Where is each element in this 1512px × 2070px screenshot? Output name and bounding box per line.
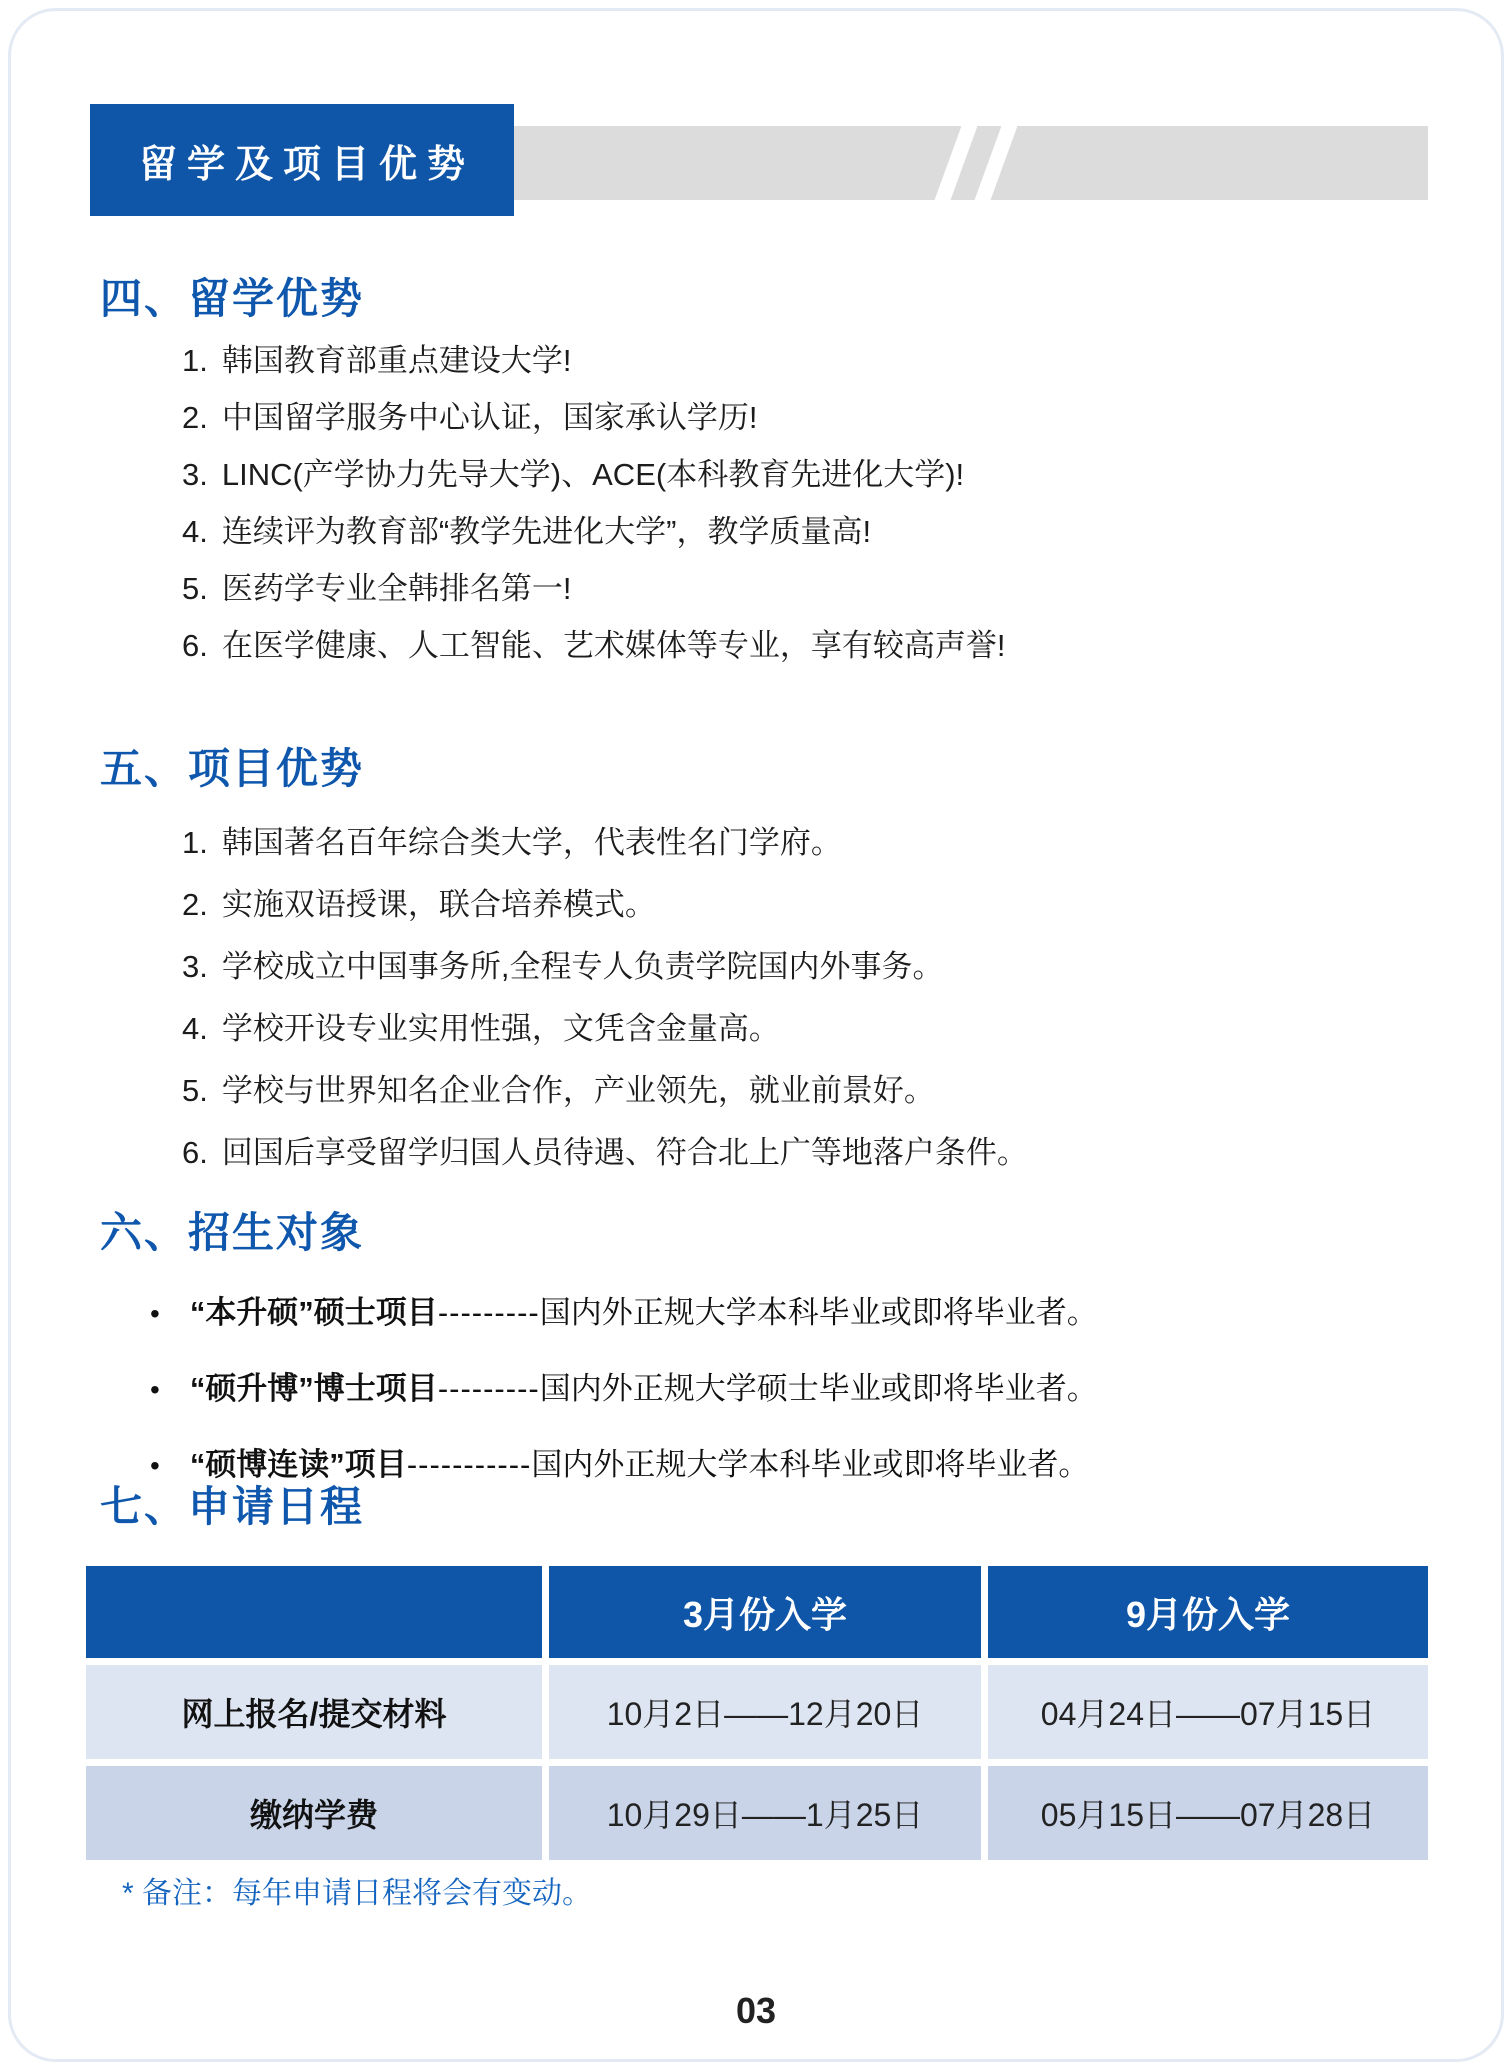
program-name: “硕升博”博士项目 (189, 1371, 438, 1406)
item-number: 4. (182, 1011, 208, 1046)
study-advantages-list (182, 342, 1005, 684)
item-number: 2. (182, 400, 208, 435)
item-number: 5. (182, 571, 208, 606)
bullet-marker: • (150, 1298, 160, 1329)
item-number: 6. (182, 628, 208, 663)
item-number: 4. (182, 514, 208, 549)
list-item (182, 627, 1005, 665)
item-number: 3. (182, 949, 208, 984)
item-text: 回国后享受留学归国人员待遇、符合北上广等地落户条件。 (221, 1135, 1028, 1170)
list-item (182, 399, 1005, 437)
section-heading-enrollment-targets: 六、招生对象 (100, 1209, 365, 1256)
program-name: “本升硕”硕士项目 (189, 1295, 438, 1330)
list-item (182, 886, 1028, 924)
requirement-text: 国内外正规大学本科毕业或即将毕业者。 (531, 1447, 1090, 1482)
list-item (182, 513, 1005, 551)
item-text: 韩国著名百年综合类大学，代表性名门学府。 (221, 825, 842, 860)
section-heading-program-advantages: 五、项目优势 (100, 745, 365, 792)
banner-title: 留学及项目优势 (90, 104, 514, 216)
requirement-text: 国内外正规大学本科毕业或即将毕业者。 (539, 1295, 1098, 1330)
section-heading-application-schedule: 七、申请日程 (100, 1483, 365, 1530)
program-advantages-list (182, 824, 1028, 1196)
requirement-text: 国内外正规大学硕士毕业或即将毕业者。 (539, 1371, 1098, 1406)
table-cell-date: 10月2日——12月20日 (549, 1665, 981, 1759)
application-schedule-table (86, 1566, 1428, 1860)
item-number: 6. (182, 1135, 208, 1170)
item-text: 中国留学服务中心认证，国家承认学历! (221, 400, 758, 435)
list-item (182, 824, 1028, 862)
item-number: 3. (182, 457, 208, 492)
list-item (182, 1134, 1028, 1172)
item-number: 1. (182, 825, 208, 860)
list-item (182, 1010, 1028, 1048)
item-text: 医药学专业全韩排名第一! (221, 571, 572, 606)
dash-leader: ----------- (406, 1447, 532, 1482)
table-cell-date: 10月29日——1月25日 (549, 1766, 981, 1860)
table-cell-date: 05月15日——07月28日 (988, 1766, 1428, 1860)
item-text: 学校与世界知名企业合作，产业领先，就业前景好。 (221, 1073, 935, 1108)
list-item (182, 1072, 1028, 1110)
program-name: “硕博连读”项目 (189, 1447, 407, 1482)
list-item (150, 1368, 1098, 1411)
table-row-label: 缴纳学费 (86, 1766, 542, 1860)
section-heading-study-advantages: 四、留学优势 (100, 275, 365, 322)
table-row-label: 网上报名/提交材料 (86, 1665, 542, 1759)
list-item (150, 1292, 1098, 1335)
table-header-march-intake: 3月份入学 (549, 1566, 981, 1658)
banner-slash-stripe (973, 123, 1018, 203)
item-text: 在医学健康、人工智能、艺术媒体等专业，享有较高声誉! (221, 628, 1006, 663)
remark-note: * 备注：每年申请日程将会有变动。 (122, 1877, 593, 1910)
banner-band (510, 126, 1428, 200)
dash-leader: --------- (437, 1371, 540, 1406)
bullet-marker: • (150, 1450, 160, 1481)
item-text: 韩国教育部重点建设大学! (221, 343, 572, 378)
list-item (182, 456, 1005, 494)
bullet-marker: • (150, 1374, 160, 1405)
item-text: LINC(产学协力先导大学)、ACE(本科教育先进化大学)! (221, 457, 965, 492)
table-header-september-intake: 9月份入学 (988, 1566, 1428, 1658)
item-text: 实施双语授课，联合培养模式。 (221, 887, 656, 922)
item-number: 2. (182, 887, 208, 922)
item-text: 学校开设专业实用性强，文凭含金量高。 (221, 1011, 780, 1046)
table-cell-date: 04月24日——07月15日 (988, 1665, 1428, 1759)
dash-leader: --------- (437, 1295, 540, 1330)
list-item (182, 570, 1005, 608)
item-text: 学校成立中国事务所,全程专人负责学院国内外事务。 (221, 949, 944, 984)
item-number: 1. (182, 343, 208, 378)
list-item (182, 948, 1028, 986)
list-item (182, 342, 1005, 380)
item-number: 5. (182, 1073, 208, 1108)
page-number: 03 (735, 1990, 777, 2031)
table-header-empty (86, 1566, 542, 1658)
item-text: 连续评为教育部“教学先进化大学”，教学质量高! (221, 514, 872, 549)
banner-slash-stripe (933, 123, 978, 203)
